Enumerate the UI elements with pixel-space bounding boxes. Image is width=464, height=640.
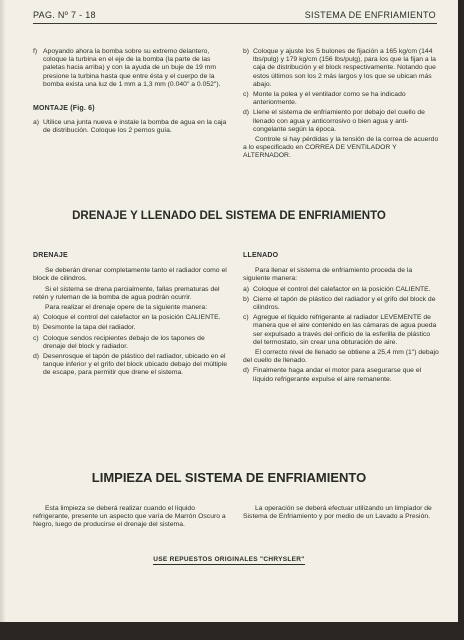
limpieza-left-column (33, 505, 229, 532)
step-a (33, 119, 229, 135)
step-f (33, 48, 229, 89)
limpieza-right-column (243, 505, 439, 523)
limpieza-paragraph: La operación se deberá efectuar utilizando un limpiador de Sistema de Enfriamiento y por medio de un Lavado a Presión. (243, 505, 432, 521)
step-b (243, 48, 439, 89)
section-header-title: SISTEMA DE ENFRIAMIENTO (304, 10, 436, 20)
top-left-column (33, 48, 229, 138)
drenaje-heading: DRENAJE (33, 252, 68, 259)
step-label: a) (243, 285, 250, 293)
step-label: f) (33, 48, 38, 55)
step-label: d) (33, 353, 40, 361)
footer-note (0, 556, 458, 563)
section-title-limpieza: LIMPIEZA DEL SISTEMA DE ENFRIAMIENTO (91, 470, 367, 485)
llenado-step (243, 296, 439, 312)
llenado-step (243, 286, 439, 294)
step-text: Apoyando ahora la bomba sobre su extremo delantero, coloque la turbina en el eje de la bomba (la parte de las paletas hacia arriba) y con la ayuda de un buje de 19 mm presione la turbina hasta que entre ésta y el cuerpo de la bomba exista una luz de 1 mm a 1,3 mm (0.040" a 0.052"). (43, 48, 221, 88)
llenado-column (243, 252, 439, 386)
step-label: b) (33, 324, 40, 332)
step-text: Desenrosque el tapón de plástico del radiador, ubicado en el tanque inferior y el grifo del block ubicado debajo del múltiple de escape, para permitir que drene el sistema. (43, 353, 228, 377)
drenaje-paragraph: Si el sistema se drena parcialmente, fallas prematuras del retén y ruleman de la bomba de agua podrán ocurrir. (33, 285, 220, 301)
step-text: Cierre el tapón de plástico del radiador y el grifo del block de cilindros. (253, 295, 436, 312)
llenado-step (243, 314, 439, 347)
drenaje-column (33, 252, 229, 380)
step-label: b) (243, 295, 250, 303)
step-label: b) (243, 48, 250, 55)
step-text: Agregue el líquido refrigerante al radiador LEVEMENTE de manera que el aire contenido en las cámaras de agua pueda ser expulsado a través del orificio de la esferilla de plástico del termostato, sin crear una obturación de aire. (253, 314, 437, 346)
drenaje-paragraph: Se deberán drenar completamente tanto el radiador como el block de cilindros. (33, 267, 227, 283)
llenado-heading: LLENADO (243, 252, 279, 259)
scan-background (0, 622, 464, 640)
step-text: Monte la polea y el ventilador como se ha indicado anteriormente. (253, 91, 406, 107)
check-paragraph: Controle si hay pérdidas y la tensión de la correa de acuerdo a lo especificado en CORREA DE VENTILADOR Y ALTERNADOR. (243, 136, 439, 160)
drenaje-step (33, 335, 229, 351)
footer-text: USE REPUESTOS ORIGINALES "CHRYSLER" (153, 556, 305, 563)
step-text: Coloque el control del calefactor en la posición CALIENTE. (253, 285, 431, 293)
drenaje-paragraph: Para realizar el drenaje opere de la siguiente manera: (45, 304, 208, 312)
step-text: Utilice una junta nueva e instale la bomba de agua en la caja de distribución. Coloque los 2 pernos guía. (43, 119, 227, 135)
step-label: c) (243, 91, 249, 99)
step-label: d) (243, 109, 250, 117)
page-edge-shadow (0, 0, 6, 622)
llenado-step (243, 367, 439, 383)
step-text: Coloque el control del calefactor en la posición CALIENTE. (43, 314, 221, 322)
step-label: a) (33, 314, 40, 322)
step-text: Desmonte la tapa del radiador. (43, 324, 136, 332)
step-c (243, 91, 439, 107)
step-text: Finalmente haga andar el motor para asegurarse que el líquido refrigerante expulse el aire remanente. (253, 367, 422, 383)
top-right-column (243, 48, 439, 163)
step-label: d) (243, 367, 250, 375)
llenado-note: El correcto nivel de llenado se obtiene a 25,4 mm (1") debajo del cuello de llenado. (243, 349, 439, 365)
step-label: c) (33, 334, 39, 342)
step-text: Coloque y ajuste los 5 bulones de fijación a 165 kg/cm (144 lbs/pulg) y 179 kg/cm (156 lbs/pulg), para los que la fijan a la caja de distribución y el block respectivamente. Notando que estos últimos son los 2 más largos y los que se ubican más abajo. (253, 48, 436, 88)
montaje-heading: MONTAJE (Fig. 6) (33, 105, 95, 113)
step-text: Coloque sendos recipientes debajo de los tapones de drenaje del block y radiador. (43, 334, 205, 350)
step-d (243, 109, 439, 134)
llenado-paragraph: Para llenar el sistema de enfriamiento proceda de la siguiente manera: (243, 267, 413, 283)
drenaje-step (33, 314, 229, 322)
step-label: a) (33, 119, 40, 127)
drenaje-step (33, 324, 229, 332)
section-title-drenaje-llenado: DRENAJE Y LLENADO DEL SISTEMA DE ENFRIAMIENTO (72, 210, 386, 222)
drenaje-step (33, 353, 229, 378)
limpieza-paragraph: Esta limpieza se deberá realizar cuando el líquido refrigerante, presente un aspecto que varía de Marrón Oscuro a Negro, luego de producirse el drenaje del sistema. (33, 505, 226, 529)
step-label: c) (243, 314, 249, 322)
step-text: Llene el sistema de enfriamiento por debajo del cuello de llenado con agua y anticorrosivo o bien agua y anti-congelante según la época. (253, 109, 425, 133)
header-rule (33, 23, 437, 24)
page-number: PAG. Nº 7 - 18 (33, 10, 96, 20)
